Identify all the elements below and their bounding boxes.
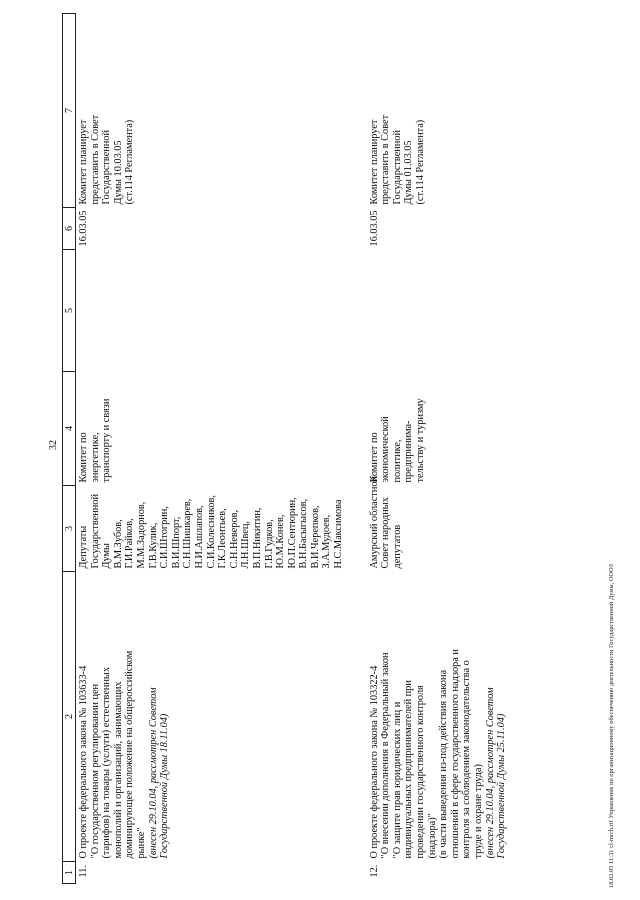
author-line: Ю.М.Конев, [275,514,287,569]
planned-date: 16.03.05 [78,210,89,247]
author-line: З.А.Мудоев, [321,514,333,569]
description-line: рынке" [135,827,147,859]
description-status-line: (внесен 29.10.04, рассмотрен Советом [147,687,159,859]
author-line: Государственной [89,494,101,569]
page-number: 32 [48,440,59,450]
author-line: Г.И.Райков, [124,518,136,569]
author-line: Г.К.Леонтьев, [217,508,229,569]
author-line: Г.В.Гудков, [263,519,275,569]
author-line: Депутаты [78,525,89,569]
row-number: 12. [368,864,380,878]
footer-note: 18.02.05 11:31 cl-mrch.rtf Управление по организационному обеспечению деятельности Государственной Думы, ОООЗ [608,564,615,888]
note-line: Комитет планирует [368,119,380,205]
header-col-3: 3 [63,486,76,572]
header-col-1: 1 [63,862,76,884]
committee-line: политике, [391,439,403,483]
header-col-6: 6 [63,208,76,250]
description-line: О проекте федерального закона № 103633-4 [78,665,89,859]
description-line: отношений в сфере государственного надзора и [449,649,461,859]
note-line: (ст.114 Регламента) [415,119,427,205]
description-line: индивидуальных предпринимателей при [403,680,415,859]
description-line: проведении государственного контроля [415,685,427,859]
note-line: Комитет планирует [78,119,89,205]
author-line: Думы [101,543,113,569]
note-line: Государственной [101,130,113,205]
description-line: (тарифов) на товары (услуги) естественных [101,667,113,859]
table-row [353,14,508,884]
committee-line: Комитет по [368,432,380,483]
description-status-line: (внесен 29.10.04, рассмотрен Советом [484,687,496,859]
committee-line: транспорту и связи [101,398,113,483]
header-col-5: 5 [63,250,76,372]
description-line: доминирующее положение на общероссийском [124,650,136,859]
author-line: С.Н.Неверов, [228,509,240,569]
author-line: Н.И.Ашлапов, [193,505,205,569]
bill-authors [353,476,508,572]
col5-cell [76,250,353,372]
author-line: В.И.Черепков, [309,505,321,569]
author-line: Г.В.Кулик, [147,522,159,569]
author-line: С.И.Штогрин, [159,506,171,569]
description-line: контроля за соблюдением законодательства о [461,660,473,859]
author-line: депутатов [391,524,403,569]
author-line: В.Н.Басыгысов, [298,498,310,569]
header-col-4: 4 [63,372,76,486]
bill-description [76,572,353,862]
committee-note [353,14,508,208]
row-number: 11. [78,865,89,878]
author-line: Ю.П.Сентюрин, [286,497,298,569]
description-line: "О внесении дополнения в Федеральный закон [380,652,392,859]
description-line: "О защите прав юридических лиц и [391,701,403,859]
planned-date: 16.03.05 [368,210,380,247]
bill-description [353,572,508,862]
author-line: В.М.Зубов, [112,519,124,569]
description-line: (надзора)" [426,813,438,859]
author-line: Н.С.Максимова [333,499,345,569]
author-line: Амурский областной [368,476,380,569]
responsible-committee [76,372,353,486]
description-status-line: Государственной Думы 18.11.04) [159,713,171,859]
note-line: представить в Совет [89,114,101,205]
description-line: монополий и организаций, занимающих [112,681,124,859]
author-line: Л.Н.Швец, [240,521,252,569]
description-line: О проекте федерального закона № 103322-4 [368,665,380,859]
author-line: В.И.Шпорт, [170,516,182,569]
committee-line: энергетике, [89,432,101,483]
committee-note [76,14,353,208]
author-line: С.И.Колесников, [205,495,217,569]
responsible-committee [353,372,508,486]
committee-line: Комитет по [78,432,89,483]
note-line: Думы 01.03.05 [403,140,415,205]
description-line: "О государственном регулировании цен [89,683,101,859]
table-row [76,14,353,884]
description-status-line: Государственной Думы 25.11.04) [496,713,508,859]
committee-line: тельству и туризму [415,398,427,483]
bills-table [62,13,508,884]
author-line: В.П.Никитин, [251,507,263,569]
author-line: М.М.Задорнов, [135,501,147,569]
header-col-2: 2 [63,572,76,862]
header-col-7: 7 [63,14,76,208]
author-line: Совет народных [380,497,392,569]
bill-authors [76,486,353,572]
description-line: (в части выведения из-под действия закона [438,669,450,859]
col5-cell [353,250,508,372]
committee-line: экономической [380,416,392,483]
note-line: представить в Совет [380,114,392,205]
note-line: Государственной [391,130,403,205]
note-line: (ст.114 Регламента) [124,119,136,205]
committee-line: предпринима- [403,420,415,483]
header-row [63,14,76,884]
author-line: С.Н.Шишкарев, [182,498,194,569]
description-line: труде и охране труда) [473,764,484,859]
note-line: Думы 10.03.05 [112,140,124,205]
